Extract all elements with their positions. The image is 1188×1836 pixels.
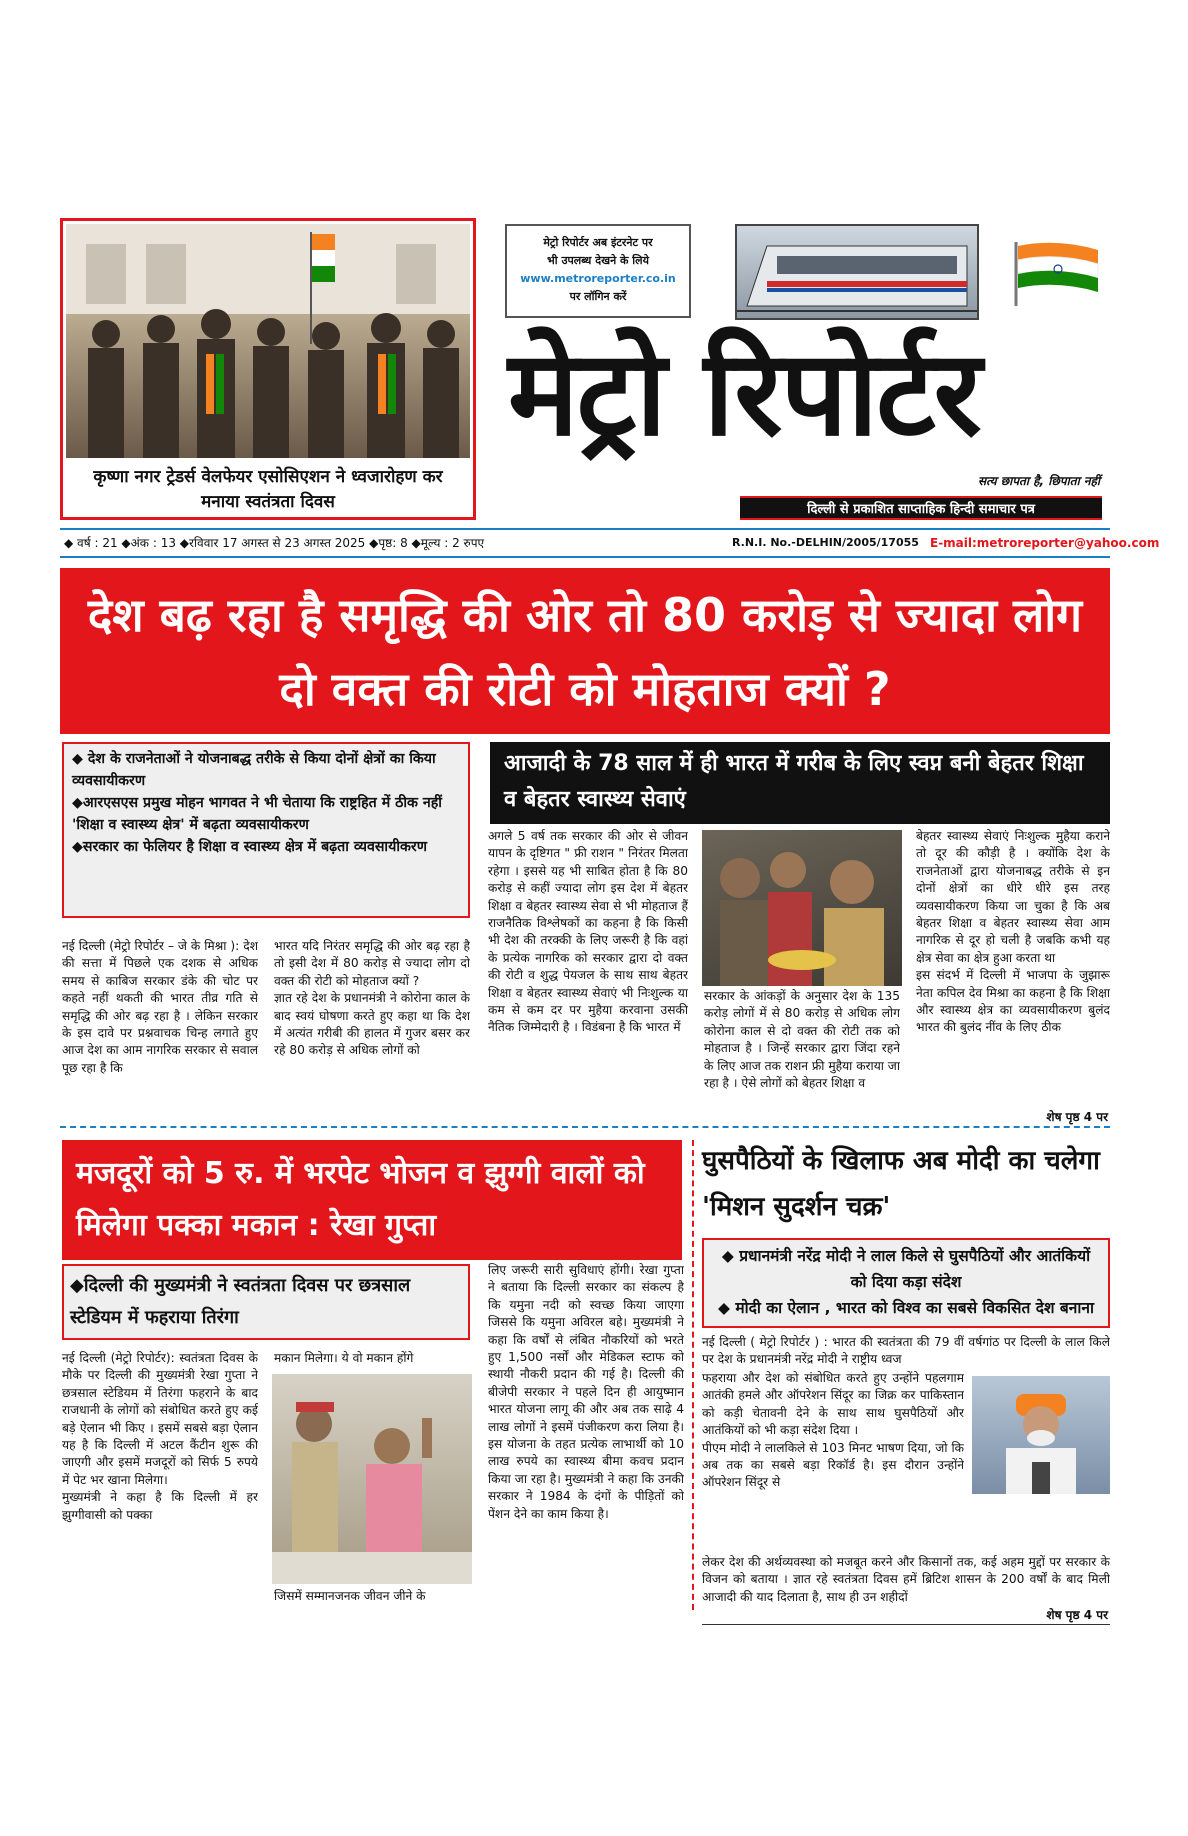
info-strip <box>60 528 1160 558</box>
flag-hoisting-photo <box>66 224 470 458</box>
bottom-rule <box>702 1624 1110 1625</box>
story3-continued[interactable]: शेष पृष्ठ 4 पर <box>1046 1608 1108 1622</box>
website-link[interactable]: www.metroreporter.co.in <box>520 272 676 285</box>
flag-hoisting-illustration <box>66 224 470 458</box>
story3-left-col: फहराया और देश को संबोधित करते हुए उन्होंने पहलगाम आतंकी हमले और ऑपरेशन सिंदूर का जिक्र कर पाकिस्तान को कड़ी चेतावनी देने के साथ साथ घुसपैठियों और आतंकियों को भी कड़ा संदेश दिया । पीएम मोदी ने लालकिले से 103 मिनट भाषण दिया, जो कि अब तक का सबसे बड़ा रिकॉर्ड है। इस दौरान उन्होंने ऑपरेशन सिंदूर से <box>702 1371 964 1490</box>
subtitle-bar: दिल्ली से प्रकाशित साप्ताहिक हिन्दी समाचार पत्र <box>740 496 1102 520</box>
story3-bullet-2: ◆ मोदी का ऐलान , भारत को विश्व का सबसे विकसित देश बनाना <box>718 1299 1094 1317</box>
metro-train-illustration <box>737 226 977 318</box>
lead-col-2: भारत यदि निरंतर समृद्धि की ओर बढ़ रहा है तो इसी देश में 80 करोड़ से ज्यादा लोग दो वक्त की रोटी को मोहताज क्यों ? ज्ञात रहे देश के प्रधानमंत्री ने कोरोना काल के बाद स्वयं घोषणा करते हुए कहा था कि देश में अत्यंत गरीबी की हालत में गुजर बसर कर रहे 80 करोड़ से अधिक लोगों को <box>274 939 470 1058</box>
story3-headline: घुसपैठियों के खिलाफ अब मोदी का चलेगा 'मिशन सुदर्शन चक्र' <box>702 1146 1100 1222</box>
story3-bullets-box <box>702 1238 1110 1328</box>
lead-bullet-3: ◆सरकार का फेलियर है शिक्षा व स्वास्थ्य क्षेत्र में बढ़ता व्यवसायीकरण <box>72 839 427 855</box>
lead-headline: देश बढ़ रहा है समृद्धि की ओर तो 80 करोड़ से ज्यादा लोग दो वक्त की रोटी को मोहताज क्यों ? <box>60 568 1110 734</box>
lead-col-3: अगले 5 वर्ष तक सरकार की ओर से जीवन यापन के दृष्टिगत " फ्री राशन " निरंतर मिलता रहेगा । इससे यह भी साबित होता है कि 80 करोड़ से कहीं ज्यादा लोग इस देश में बेहतर शिक्षा व बेहतर स्वास्थ्य सेवा से भी मोहताज हैं राजनैतिक विश्लेषकों का कहना है कि किसी भी देश की तरक्की के लिए जरूरी है कि वहां के प्रत्येक नागरिक को सरकार द्वारा दो वक्त की रोटी व शुद्ध पेयजल के साथ साथ बेहतर शिक्षा व बेहतर स्वास्थ्य सेवाएं भी निःशुल्क या कम से कम दर पर मुहैया करवाना उसकी नैतिक जिम्मेदारी है । विडंबना है कि भारत में <box>488 829 688 1035</box>
lead-bullets-box <box>62 742 470 918</box>
india-flag-icon <box>1012 242 1102 306</box>
lead-bullet-2: ◆आरएसएस प्रमुख मोहन भागवत ने भी चेताया कि राष्ट्रहित में ठीक नहीं 'शिक्षा व स्वास्थ्य क्षेत्र' में बढ़ता व्यवसायीकरण <box>72 795 442 833</box>
top-photo-caption: कृष्णा नगर ट्रेडर्स वेलफेयर एसोसिएशन ने ध्वजारोहण कर मनाया स्वतंत्रता दिवस <box>93 467 443 512</box>
internet-line-4: पर लॉगिन करें <box>569 290 627 303</box>
children-illustration <box>702 830 902 986</box>
story2-col-2-bottom: जिसमें सम्मानजनक जीवन जीने के <box>274 1589 426 1603</box>
modi-photo <box>972 1376 1110 1494</box>
rni-number: R.N.I. No.-DELHIN/2005/17055 <box>732 536 919 549</box>
issue-info: ◆ वर्ष : 21 ◆अंक : 13 ◆रविवार 17 अगस्त से 23 अगस्त 2025 ◆पृष्ठ: 8 ◆मूल्य : 2 रुपए <box>64 536 485 550</box>
chief-minister-illustration <box>272 1374 472 1584</box>
story3-bottom: लेकर देश की अर्थव्यवस्था को मजबूत करने और किसानों तक, कई अहम मुद्दों पर सरकार के विजन को बताया । ज्ञात रहे स्वतंत्रता दिवस हमें ब्रिटिश शासन के 200 वर्षों के बाद मिली आजादी की याद दिलाता है, साथ ही उन शहीदों <box>702 1555 1110 1604</box>
internet-box <box>505 224 691 318</box>
section-divider <box>60 1126 1110 1128</box>
story2-col-1: नई दिल्ली (मेट्रो रिपोर्टर): स्वतंत्रता दिवस के मौके पर दिल्ली की मुख्यमंत्री रेखा गुप्ता ने छत्रसाल स्टेडियम में तिरंगा फहराने के बाद राजधानी के लोगों को संबोधित करते हुए कई बड़े ऐलान भी किए । इसमें सबसे बड़ा ऐलान यह है कि दिल्ली में अटल कैंटीन शुरू की जाएगी और इसमें मजदूरों को सिर्फ 5 रुपये में पेट भर खाना मिलेगा। मुख्यमंत्री ने कहा है कि दिल्ली में हर झुग्गीवासी को पक्का <box>62 1351 258 1522</box>
story3-bullet-1: ◆ प्रधानमंत्री नरेंद्र मोदी ने लाल किले से घुसपैठियों और आतंकियों को दिया कड़ा संदेश <box>721 1247 1091 1291</box>
metro-train-image <box>735 224 979 320</box>
story2-col-2-top: मकान मिलेगा। ये वो मकान होंगे <box>274 1351 414 1365</box>
lead-col-1: नई दिल्ली (मेट्रो रिपोर्टर – जे के मिश्रा ): देश की सत्ता में पिछले एक दशक से अधिक समय से काबिज सरकार डंके की चोट पर कहते नहीं थकती की भारत तीव्र गति से समृद्धि की ओर बढ़ रहा है । लेकिन सरकार के इस दावे पर प्रश्नवाचक चिन्ह लगाते हुए आज देश का आम नागरिक सरकार से सवाल पूछ रहा है कि <box>62 939 258 1075</box>
newspaper-title: मेट्रो रिपोर्टर <box>508 324 980 462</box>
children-eating-photo <box>702 830 902 986</box>
chief-minister-photo <box>272 1374 472 1584</box>
story3-intro: नई दिल्ली ( मेट्रो रिपोर्टर ) : भारत की स्वतंत्रता की 79 वीं वर्षगांठ पर दिल्ली के लाल किले पर देश के प्रधानमंत्री नरेंद्र मोदी ने राष्ट्रीय ध्वज <box>702 1335 1110 1367</box>
lead-continued[interactable]: शेष पृष्ठ 4 पर <box>1046 1110 1108 1124</box>
top-photo-box <box>60 218 476 520</box>
story2-col-3: लिए जरूरी सारी सुविधाएं होंगी। रेखा गुप्ता ने बताया कि दिल्ली सरकार का संकल्प है कि यमुना नदी को स्वच्छ किया जाएगा जिससे कि यमुना अविरल बहे। मुख्यमंत्री ने कहा कि वर्षों से लंबित नौकरियों को भरते हुए 1,500 नर्सों और मेडिकल स्टाफ को स्थायी नौकरी प्रदान की गई है। दिल्ली की बीजेपी सरकार ने पहले दिन ही आयुष्मान भारत योजना लागू की और अब तक साढ़े 4 लाख लोगों ने इसमें पंजीकरण करा लिया है। इस योजना के तहत प्रत्येक लाभार्थी को 10 लाख रुपये का स्वास्थ्य बीमा कवच प्रदान किया जा रहा है। मुख्यमंत्री ने कहा कि उनकी सरकार ने 1984 के दंगों के पीड़ितों को पेंशन देने का काम किया है। <box>488 1263 684 1521</box>
lead-bullet-1: ◆ देश के राजनेताओं ने योजनाबद्ध तरीके से किया दोनों क्षेत्रों का किया व्यवसायीकरण <box>72 751 436 789</box>
modi-illustration <box>972 1376 1110 1494</box>
story2-subhead: ◆दिल्ली की मुख्यमंत्री ने स्वतंत्रता दिवस पर छत्रसाल स्टेडियम में फहराया तिरंगा <box>62 1264 470 1340</box>
column-divider <box>692 1140 694 1610</box>
tagline: सत्य छापता है, छिपाता नहीं <box>977 474 1100 488</box>
internet-line-1: मेट्रो रिपोर्टर अब इंटरनेट पर <box>543 236 653 249</box>
lead-subhead: आजादी के 78 साल में ही भारत में गरीब के लिए स्वप्न बनी बेहतर शिक्षा व बेहतर स्वास्थ्य सेवाएं <box>490 742 1110 824</box>
internet-line-2: भी उपलब्ध देखने के लिये <box>547 254 649 267</box>
lead-col-5: बेहतर स्वास्थ्य सेवाएं निःशुल्क मुहैया कराने तो दूर की कौड़ी है । क्योंकि देश के राजनेताओं द्वारा योजनाबद्ध तरीके से इन दोनों क्षेत्रों का धीरे धीरे इस तरह व्यवसायीकरण किया जा चुका है कि अब बेहतर शिक्षा व बेहतर स्वास्थ्य सेवा आम नागरिक से दूर हो चली है जबकि कभी यह क्षेत्र सेवा का क्षेत्र हुआ करता था इस संदर्भ में दिल्ली में भाजपा के जुझारू नेता कपिल देव मिश्रा का कहना है कि शिक्षा और स्वास्थ्य क्षेत्र का व्यवसायीकरण बुलंद भारत की बुलंद नींव के लिए ठीक <box>916 829 1110 1035</box>
lead-col-4: सरकार के आंकड़ों के अनुसार देश के 135 करोड़ लोगों में से 80 करोड़ से अधिक लोग कोरोना काल से दो वक्त की रोटी तक को मोहताज है । जिन्हें सरकार द्वारा जिंदा रहने के लिए आज तक राशन फ्री मुहैया कराया जा रहा है । ऐसे लोगों को बेहतर शिक्षा व <box>704 989 900 1091</box>
email-address[interactable]: E-mail:metroreporter@yahoo.com <box>930 536 1160 550</box>
story2-headline: मजदूरों को 5 रु. में भरपेट भोजन व झुग्गी वालों को मिलेगा पक्का मकान : रेखा गुप्ता <box>62 1140 682 1260</box>
